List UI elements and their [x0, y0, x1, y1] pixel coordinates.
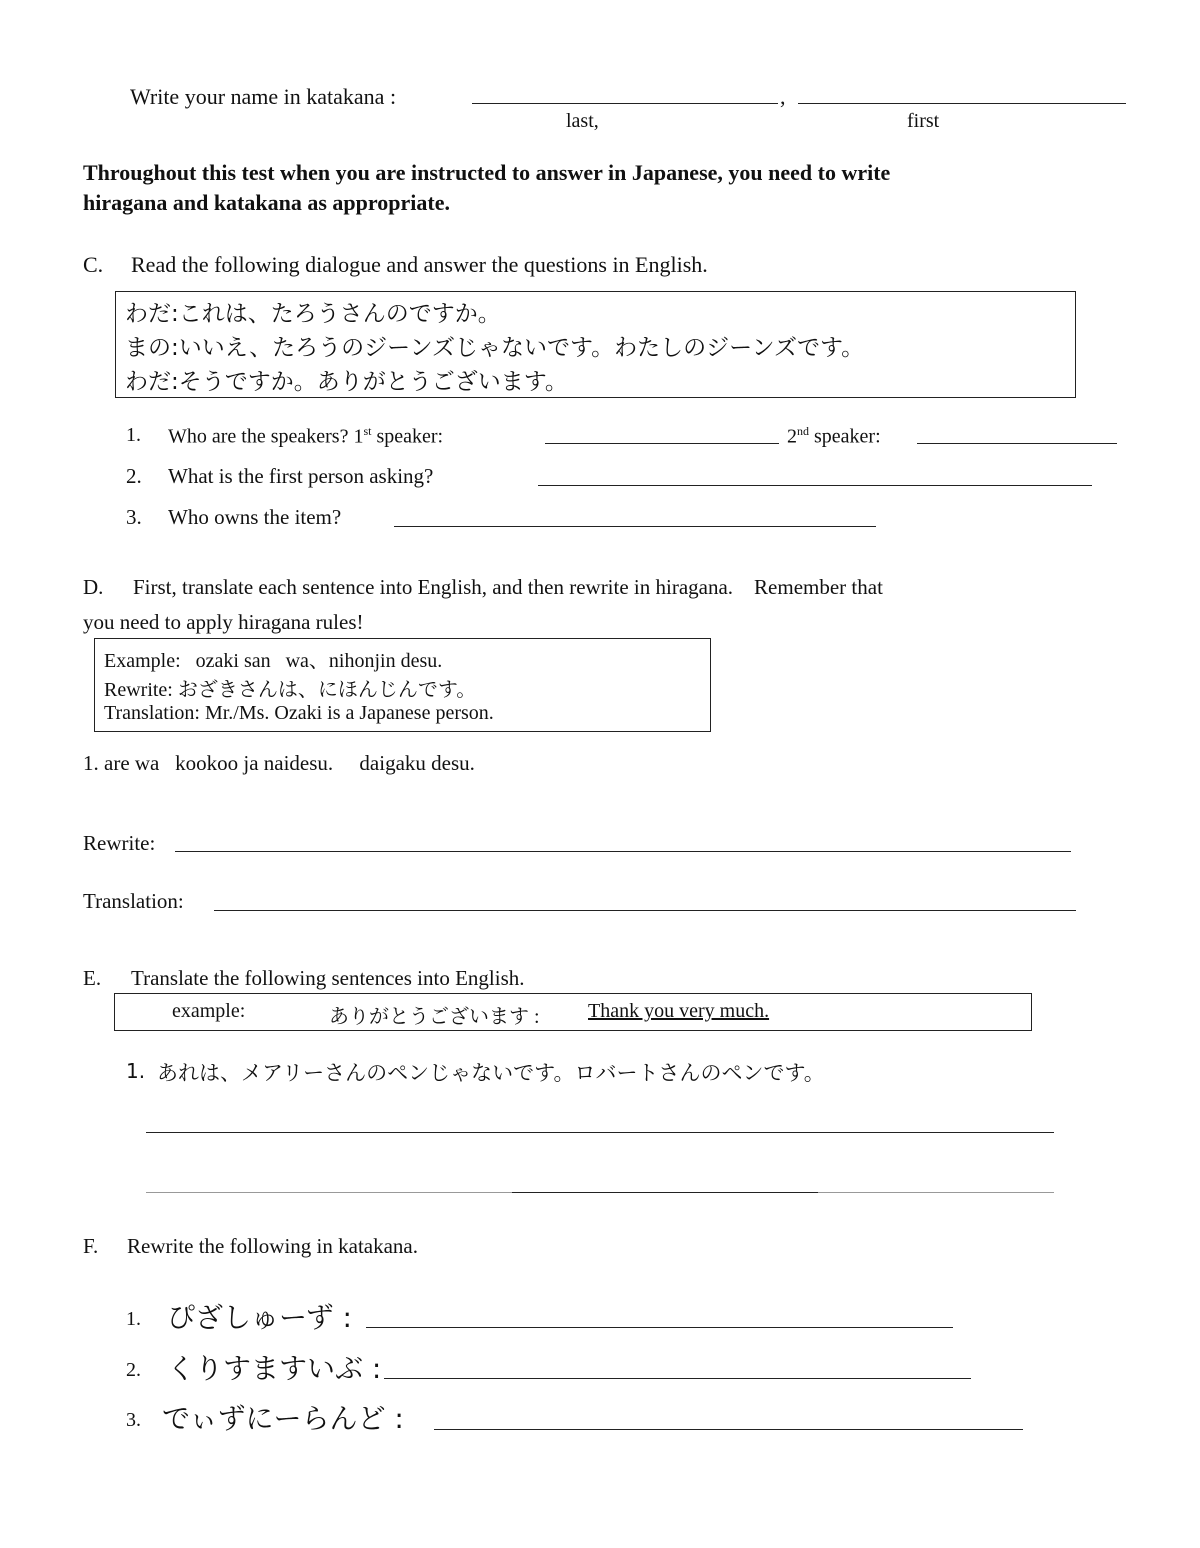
dialogue-line-1: わだ:これは、たろうさんのですか。	[125, 301, 501, 327]
instructions-line-1: Throughout this test when you are instructed to answer in Japanese, you need to write	[83, 160, 891, 185]
section-f-title: Rewrite the following in katakana.	[127, 1234, 418, 1258]
first-name-blank[interactable]	[798, 103, 1126, 104]
c-q2-blank[interactable]	[538, 485, 1092, 486]
example-line-2: Rewrite: おざきさんは、にほんじんです。	[104, 679, 477, 701]
e-example-box	[114, 993, 1032, 1031]
section-d-title-line-2: you need to apply hiragana rules!	[83, 610, 364, 634]
c-q1-speaker2-blank[interactable]	[917, 443, 1117, 444]
dialogue-line-2: まの:いいえ、たろうのジーンズじゃないです。わたしのジーンズです。	[125, 335, 865, 361]
section-e-letter: E.	[83, 966, 102, 990]
c-q1-text: Who are the speakers? 1st speaker:	[168, 424, 444, 448]
f-item-1-blank[interactable]	[366, 1327, 953, 1328]
e-answer-line-2-segment	[512, 1192, 818, 1193]
e-example-label: example:	[172, 1000, 246, 1022]
first-name-label: first	[907, 110, 940, 132]
f-item-2-blank[interactable]	[384, 1378, 971, 1379]
c-q1-speaker2-label: 2nd speaker:	[787, 424, 881, 448]
e-answer-line-1[interactable]	[146, 1132, 1054, 1133]
e-example-japanese: ありがとうございます :	[329, 1006, 540, 1028]
c-q1-speaker1-blank[interactable]	[545, 443, 779, 444]
example-line-1: Example: ozaki san wa、nihonjin desu.	[104, 650, 443, 672]
name-prompt: Write your name in katakana :	[130, 84, 397, 109]
name-comma: ,	[780, 84, 786, 109]
c-q2-text: What is the first person asking?	[168, 464, 434, 488]
f-item-3-blank[interactable]	[434, 1429, 1023, 1430]
e-item-1-number: 1.	[126, 1059, 146, 1083]
instructions-line-2: hiragana and katakana as appropriate.	[83, 190, 450, 215]
dialogue-line-3: わだ:そうですか。ありがとうございます。	[125, 369, 568, 395]
example-box	[94, 638, 711, 732]
section-d-letter: D.	[83, 575, 104, 599]
section-d-title-line-1: First, translate each sentence into English, and then rewrite in hiragana. Remember that	[133, 575, 883, 599]
rewrite-label: Rewrite:	[83, 831, 156, 855]
last-name-label: last,	[566, 110, 599, 132]
example-line-3: Translation: Mr./Ms. Ozaki is a Japanese person.	[104, 702, 494, 724]
c-q3-text: Who owns the item?	[168, 505, 342, 529]
last-name-blank[interactable]	[472, 103, 778, 104]
translation-label: Translation:	[83, 889, 184, 913]
section-f-letter: F.	[83, 1234, 99, 1258]
rewrite-blank[interactable]	[175, 851, 1071, 852]
f-item-3-number: 3.	[126, 1409, 141, 1431]
f-item-3-text: でぃずにーらんど :	[162, 1402, 404, 1435]
dialogue-box	[115, 291, 1076, 398]
section-e-title: Translate the following sentences into English.	[131, 966, 525, 990]
e-item-1-text: あれは、メアリーさんのペンじゃないです。ロバートさんのペンです。	[157, 1061, 825, 1085]
f-item-2-number: 2.	[126, 1359, 141, 1381]
d-item-1: 1. are wa kookoo ja naidesu. daigaku desu.	[83, 751, 475, 775]
c-q3-number: 3.	[126, 505, 142, 529]
f-item-1-number: 1.	[126, 1308, 141, 1330]
e-example-english: Thank you very much.	[588, 1000, 770, 1022]
c-q2-number: 2.	[126, 464, 142, 488]
section-c-letter: C.	[83, 252, 104, 277]
c-q1-number: 1.	[126, 424, 141, 446]
f-item-2-text: くりすますいぶ :	[167, 1352, 382, 1385]
c-q3-blank[interactable]	[394, 526, 876, 527]
f-item-1-text: ぴざしゅーず :	[167, 1301, 352, 1334]
translation-blank[interactable]	[214, 910, 1076, 911]
section-c-title: Read the following dialogue and answer the questions in English.	[131, 252, 708, 277]
